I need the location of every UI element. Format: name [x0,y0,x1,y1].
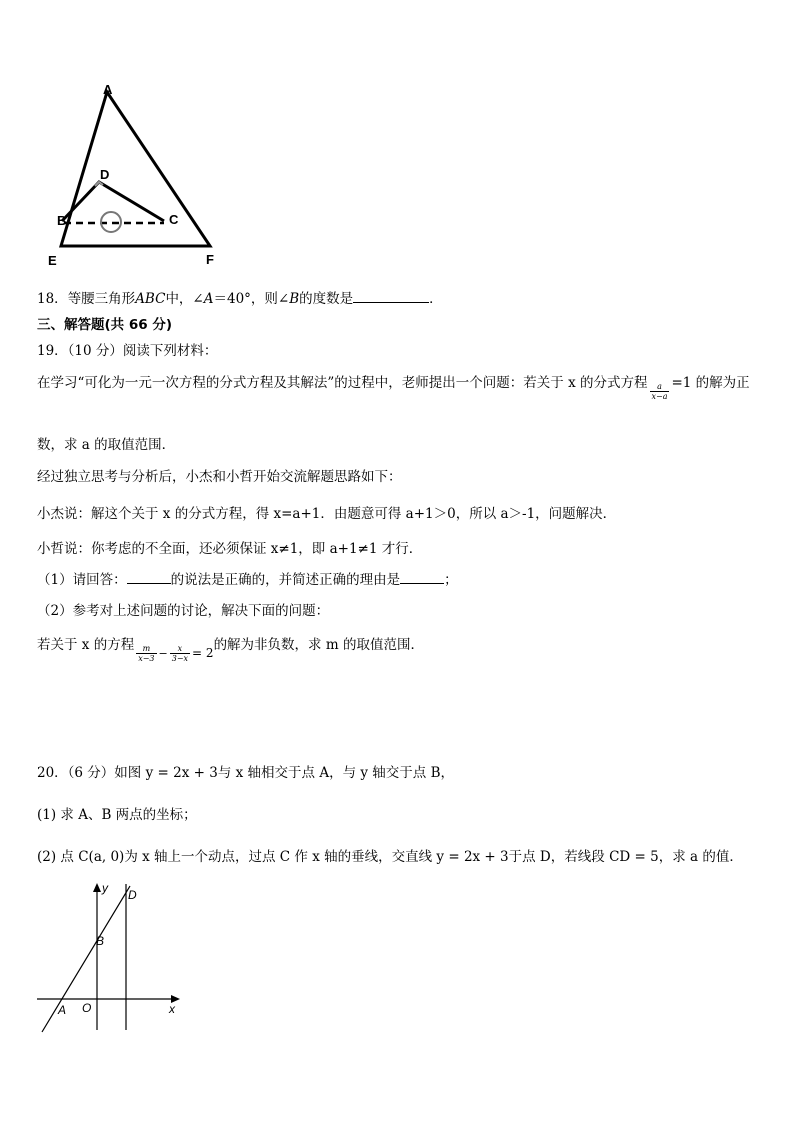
label-x: x [169,1002,175,1016]
label-D: D [100,167,110,182]
q19-f2-num: x [170,644,190,654]
q20-sub2 [37,848,743,866]
label-O: O [82,1001,92,1015]
q19-intro: 19．（10 分）阅读下列材料： [37,343,218,359]
q19-minus: − [158,647,168,660]
q19-para2: 数，求 a 的取值范围． [37,437,176,453]
q18-answer-blank[interactable] [353,290,429,303]
q20-s2b: 为 x 轴上一个动点，过点 C 作 x 轴的垂线，交直线 [124,849,433,865]
q19-para6 [37,636,424,663]
triangle-aef [61,92,210,246]
q18-angle-a: A [203,291,214,307]
q19-fraction-2 [170,644,190,663]
q20-s2-equation: y = 2x + 3 [436,849,509,865]
q18-abc: ABC [135,291,166,307]
label-E: E [48,253,57,268]
q19-eq: = 2 [192,646,214,660]
q19-fraction [650,382,670,401]
section-heading: 三、解答题(共 66 分) [37,317,173,333]
label-C: C [169,212,179,227]
y-axis-arrow [93,883,101,892]
q19-fraction-1 [136,644,156,663]
q20-equation: y = 2x + 3 [145,765,218,781]
q19-f1-den: x−3 [138,654,155,663]
q19-para5: 小哲说：你考虑的不全面，还必须保证 x≠1，即 a+1≠1 才行． [37,541,423,557]
q20-s2a: (2) 点 [37,849,74,865]
q19-p6a: 若关于 x 的方程 [37,637,135,653]
q19-p1b: =1 的解为正 [671,375,750,391]
q19-s1b: 的说法是正确的，并简述正确的理由是 [170,572,401,588]
q19-blank-1[interactable] [127,571,171,584]
label-B2: B [96,934,105,948]
q20-l1a: 20．（6 分）如图 [37,765,142,781]
label-D2: D [128,888,137,902]
label-B: B [57,213,67,228]
q19-sub1 [37,571,458,589]
q19-blank-2[interactable] [400,571,444,584]
q19-sub2: （2）参考对上述问题的讨论，解决下面的问题： [37,603,330,619]
q19-frac-den: x−a [651,392,668,401]
q19-s1a: （1）请回答： [37,572,127,588]
q20-sub1: (1) 求 A、B 两点的坐标； [37,807,197,823]
q19-para4: 小杰说：解这个关于 x 的分式方程，得 x=a+1．由题意可得 a+1＞0，所以 a＞-1，问题解决． [37,506,617,522]
triangle-figure [40,78,230,273]
q19-para3: 经过独立思考与分析后，小杰和小哲开始交流解题思路如下： [37,469,402,485]
q19-p1a: 在学习“可化为一元一次方程的分式方程及其解法”的过程中，老师提出一个问题：若关于 x 的分式方程 [37,375,648,391]
q18-text: 等腰三角形 [67,291,136,307]
question-18 [37,290,443,308]
q20-cd: CD = 5 [609,849,659,865]
label-y: y [102,881,108,895]
q19-f2-den: 3−x [171,654,189,663]
label-A2: A [58,1003,67,1017]
q18-text3: ＝40°，则∠ [213,291,290,307]
coordinate-figure [30,878,190,1038]
q18-number: 18． [37,291,68,307]
label-F: F [206,252,214,267]
q20-point-c: C(a, 0) [78,849,125,865]
label-A: A [103,82,113,97]
q19-frac-num: a [650,382,670,392]
q18-angle-b: B [289,291,300,307]
q20-intro [37,764,454,782]
q19-para1 [37,374,750,401]
q20-l1b: 与 x 轴相交于点 A，与 y 轴交于点 B， [217,765,454,781]
q19-f1-num: m [136,644,156,654]
q20-s2c: 于点 D，若线段 [508,849,605,865]
q18-text4: 的度数是 [299,291,354,307]
q18-end: ． [429,291,443,307]
q19-s1c: ； [444,572,458,588]
q19-p6b: 的解为非负数，求 m 的取值范围． [213,637,424,653]
q18-text2: 中，∠ [165,291,204,307]
q20-s2d: ，求 a 的值． [658,849,743,865]
